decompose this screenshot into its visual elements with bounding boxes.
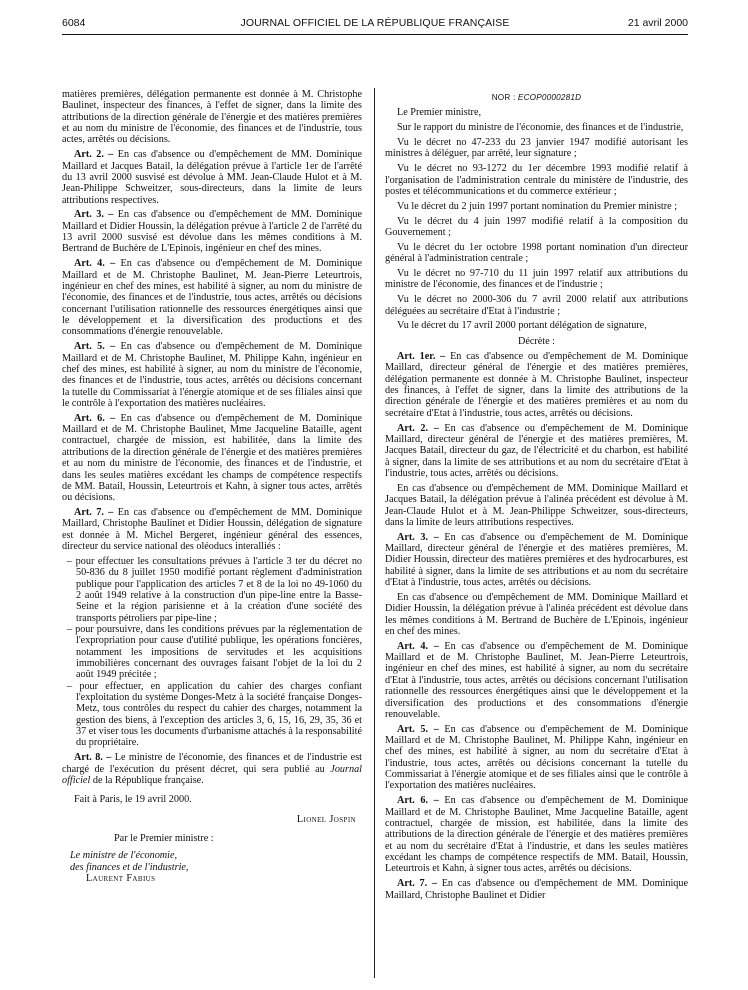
article-label: Art. 7. – xyxy=(397,878,437,890)
page-number: 6084 xyxy=(62,17,86,29)
visa-line: Vu le décret no 97-710 du 11 juin 1997 relatif aux attributions du ministre de l'économie, des finances et de l'industrie ; xyxy=(385,267,688,291)
article-label: Art. 7. – xyxy=(74,507,114,519)
article-label: Art. 3. – xyxy=(397,531,439,543)
journal-reference: Journal officiel xyxy=(62,763,362,786)
article-text: En cas d'absence ou d'empêchement de MM. Dominique Maillard et Didier Houssin, la délégation prévue à l'article 2 de l'arrêté du 13 avril 2000 susvisé est dévolue dans les mêmes conditions à M. Bertrand de Buchère de L'Epinois, ingénieur en chef des mines. xyxy=(62,209,362,255)
article-text: En cas d'absence ou d'empêchement de M. Dominique Maillard, directeur général de l'énergie et des matières premières, M. Jacques Batail, directeur du gaz, de l'électricité et du charbon, est habilité à signer, dans la limite de ses attributions et au nom du secrétaire d'Etat à l'industrie, tous actes, arrêtés ou décisions. xyxy=(385,422,688,479)
left-article-6 xyxy=(62,413,362,504)
article-label: Art. 5. – xyxy=(74,341,116,353)
article-label: Art. 6. – xyxy=(397,795,439,807)
article-7-list xyxy=(62,556,362,749)
article-label: Art. 3. – xyxy=(74,209,114,221)
left-article-3 xyxy=(62,209,362,254)
visa-line: Vu le décret no 93-1272 du 1er décembre 1993 modifié relatif à l'organisation de l'administration centrale du ministère de l'industrie, des postes et télécommunications et du commerce extérieur ; xyxy=(385,163,688,197)
article-label: Art. 6. – xyxy=(74,412,116,424)
right-article-5 xyxy=(385,724,688,792)
issue-date: 21 avril 2000 xyxy=(627,17,688,29)
column-divider xyxy=(374,88,375,978)
page-header xyxy=(62,17,688,31)
right-article-6 xyxy=(385,795,688,874)
article-label: Art. 2. – xyxy=(74,149,114,161)
article-label: Art. 1er. – xyxy=(397,351,446,363)
visa-line: Vu le décret du 4 juin 1997 modifié relatif à la composition du Gouvernement ; xyxy=(385,215,688,238)
right-article-1 xyxy=(385,351,688,419)
left-intro: matières premières, délégation permanente est donnée à M. Christophe Baulinet, inspecteur des finances, à l'effet de signer, dans la limite des attributions de la direction générale de l'énergie et des matières premières et au nom du ministre de l'économie, des finances et de l'industrie, tous actes, arrêtés ou décisions. xyxy=(62,89,362,146)
article-text: En cas d'absence ou d'empêchement de MM. Dominique Maillard, Christophe Baulinet et Didier Houssin, délégation de signature est donnée à M. Michel Bergeret, ingénieur général des essences, directeur du service national des oléoducs interalliés : xyxy=(62,507,362,553)
list-item: – pour poursuivre, dans les conditions prévues par la réglementation de l'expropriation pour cause d'utilité publique, les opérations foncières, notamment les impositions de servitudes et les acquisitions immobilières concernant des ouvrages faisant l'objet de la loi du 2 août 1949 précitée ; xyxy=(76,624,362,681)
left-article-2 xyxy=(62,149,362,206)
list-item: – pour effectuer, en application du cahier des charges confiant l'exploitation du système Donges-Metz à la société française Donges-Metz, tous contrôles du respect du cahier des charges, notamment la gestion des biens, à l'exception des articles 3, 6, 15, 16, 29, 35, 36 et 37 et viser tous les documents d'urbanisme attachés à la responsabilité du propriétaire. xyxy=(76,681,362,749)
article-label: Art. 4. – xyxy=(74,258,116,270)
left-column xyxy=(62,89,362,884)
visa-line: Vu le décret no 2000-306 du 7 avril 2000 relatif aux attributions déléguées au secrétaire d'Etat à l'industrie ; xyxy=(385,294,688,317)
visa-line: Vu le décret du 1er octobre 1998 portant nomination d'un directeur général à l'administration centrale ; xyxy=(385,241,688,265)
article-text: En cas d'absence ou d'empêchement de MM. Dominique Maillard et Jacques Batail, la délégation prévue à l'article 1er de l'arrêté du 13 avril 2000 susvisé est dévolue à MM. Jean-Claude Hulot et à M. Jean-Philippe Schweitzer, sous-directeurs, dans la limite de leurs attributions respectives. xyxy=(62,149,362,206)
right-article-7 xyxy=(385,878,688,901)
nor-label: NOR : xyxy=(491,93,518,102)
done-at: Fait à Paris, le 19 avril 2000. xyxy=(74,794,192,806)
article-text: En cas d'absence ou d'empêchement de M. Dominique Maillard et de M. Christophe Baulinet, M. Jean-Pierre Leteurtrois, ingénieur en chef des mines, est habilité à signer, au nom du ministre de l'économie, des finances et de l'industrie, tous actes, arrêtés ou décisions concernant l'utilisation rationnelle des ressources énergétiques ainsi que le développement et la diversification des productions et des consommations d'énergie renouvelable. xyxy=(62,258,362,338)
signatory-name: Lionel Jospin xyxy=(296,813,356,825)
minister-name: Laurent Fabius xyxy=(86,873,156,884)
minister-title: des finances et de l'industrie, xyxy=(70,861,189,873)
article-text: En cas d'absence ou d'empêchement de M. Dominique Maillard et de M. Christophe Baulinet, M. Philippe Kahn, ingénieur en chef des mines, est habilité à signer, au nom du secrétaire d'Etat à l'industrie, tous actes, arrêtés ou décisions concernant la tutelle du Commissariat à l'énergie atomique et de ses filiales ainsi que le contrôle à l'exportation des matières nucléaires. xyxy=(385,723,688,792)
visa-line: Vu le décret du 2 juin 1997 portant nomination du Premier ministre ; xyxy=(397,200,678,212)
right-article-4 xyxy=(385,641,688,720)
visa-line: Vu le décret du 17 avril 2000 portant délégation de signature, xyxy=(397,320,647,332)
article-label: Art. 8. – xyxy=(74,752,112,764)
minister-title: Le ministre de l'économie, xyxy=(70,850,178,862)
visa-line: Le Premier ministre, xyxy=(397,107,482,119)
right-article-2 xyxy=(385,423,688,480)
article-text: En cas d'absence ou d'empêchement de M. Dominique Maillard et de M. Christophe Baulinet, Mme Jacqueline Bataille, agent contractuel, chargée de mission, est habilitée, dans la limite des attributions de la direction générale de l'énergie et des matières premières et au nom du secrétaire d'Etat à l'industrie, et dans les seules matières excédant les champs de compétence respectifs de MM. Batail, Houssin, Leteurtrois et Kahn, à signer tous actes, arrêtés ou décisions. xyxy=(385,795,688,875)
article-label: Art. 4. – xyxy=(397,640,439,652)
right-article-3 xyxy=(385,532,688,589)
decrete-heading: Décrète : xyxy=(517,335,556,347)
article-label: Art. 2. – xyxy=(397,422,439,434)
left-article-8 xyxy=(62,752,362,786)
article-text: Le ministre de l'économie, des finances et de l'industrie est chargé de l'exécution du présent décret, qui sera publié au xyxy=(62,752,363,775)
left-article-5 xyxy=(62,341,362,409)
right-column xyxy=(385,92,688,904)
article-text: En cas d'absence ou d'empêchement de M. Dominique Maillard et de M. Christophe Baulinet, M. Philippe Kahn, ingénieur en chef des mines, est habilité à signer, au nom du ministre de l'économie, des finances et de l'industrie, tous actes, arrêtés ou décisions concernant la tutelle du Commissariat à l'énergie atomique et de ses filiales ainsi que le contrôle à l'exportation des matières nucléaires. xyxy=(62,341,362,409)
list-item: – pour effectuer les consultations prévues à l'article 3 ter du décret no 50-836 du 8 juillet 1950 modifié portant règlement d'administration publique pour l'application des articles 7 et 8 de la loi no 49-1060 du 2 août 1949 relative à la construction d'un pipe-line entre la Basse-Seine et la région parisienne et à la création d'une société des transports pétroliers par pipe-line ; xyxy=(76,556,362,624)
left-article-7 xyxy=(62,507,362,552)
article-label: Art. 5. – xyxy=(397,723,439,735)
visa-line: Sur le rapport du ministre de l'économie, des finances et de l'industrie, xyxy=(397,122,684,134)
right-article-3-paragraph: En cas d'absence ou d'empêchement de MM. Dominique Maillard et Didier Houssin, la délégation prévue à l'alinéa précédent est dévolue dans les mêmes conditions à M. Bertrand de Buchère de L'Epinois, ingénieur en chef des mines. xyxy=(385,591,688,637)
visa-line: Vu le décret no 47-233 du 23 janvier 1947 modifié autorisant les ministres à déléguer, par arrêté, leur signature ; xyxy=(385,137,688,160)
nor-code: ECOP0000281D xyxy=(517,93,582,102)
nor-reference xyxy=(385,92,688,103)
right-article-2-paragraph: En cas d'absence ou d'empêchement de MM. Dominique Maillard et Jacques Batail, la délégation prévue à l'alinéa précédent est dévolue à M. Jean-Claude Hulot et à M. Jean-Philippe Schweitzer, sous-directeurs, dans la limite de leurs attributions respectives. xyxy=(385,482,688,528)
header-rule xyxy=(62,34,688,35)
article-text: En cas d'absence ou d'empêchement de MM. Dominique Maillard, Christophe Baulinet et Didier xyxy=(385,878,688,901)
by-prime-minister: Par le Premier ministre : xyxy=(114,832,214,844)
article-text: En cas d'absence ou d'empêchement de M. Dominique Maillard, directeur général de l'énergie et des matières premières, délégation permanente est donnée à M. Christophe Baulinet, inspecteur des finances, à l'effet de signer, dans la limite des attributions de la direction générale de l'énergie et des matières premières et au nom du secrétaire d'Etat à l'industrie, tous actes, arrêtés ou décisions. xyxy=(385,351,688,419)
journal-title: JOURNAL OFFICIEL DE LA RÉPUBLIQUE FRANÇAISE xyxy=(240,17,510,29)
article-text: En cas d'absence ou d'empêchement de M. Dominique Maillard et de M. Christophe Baulinet, M. Jean-Pierre Leteurtrois, ingénieur en chef des mines, est habilité à signer, au nom du secrétaire d'Etat à l'industrie, tous actes, arrêtés ou décisions concernant l'utilisation rationnelle des ressources énergétiques ainsi que le développement et la diversification des productions et des consommations d'énergie renouvelable. xyxy=(385,640,688,720)
article-text: de la République française. xyxy=(90,774,204,786)
left-article-4 xyxy=(62,258,362,337)
article-text: En cas d'absence ou d'empêchement de M. Dominique Maillard, directeur général de l'énergie et des matières premières, M. Didier Houssin, directeur des matières premières et des hydrocarbures, est habilité à signer, dans la limite de ses attributions et au nom du secrétaire d'Etat à l'industrie, tous actes, arrêtés ou décisions. xyxy=(385,531,688,589)
article-text: En cas d'absence ou d'empêchement de M. Dominique Maillard et de M. Christophe Baulinet, Mme Jacqueline Bataille, agent contractuel, chargée de mission, est habilitée, dans la limite des attributions de la direction générale de l'énergie et des matières premières et au nom du ministre de l'économie, des finances et de l'industrie, et dans les seules matières excédant les champs de compétence respectifs de MM. Batail, Houssin, Leteurtrois et Kahn, à signer tous actes, arrêtés ou décisions. xyxy=(62,412,362,504)
